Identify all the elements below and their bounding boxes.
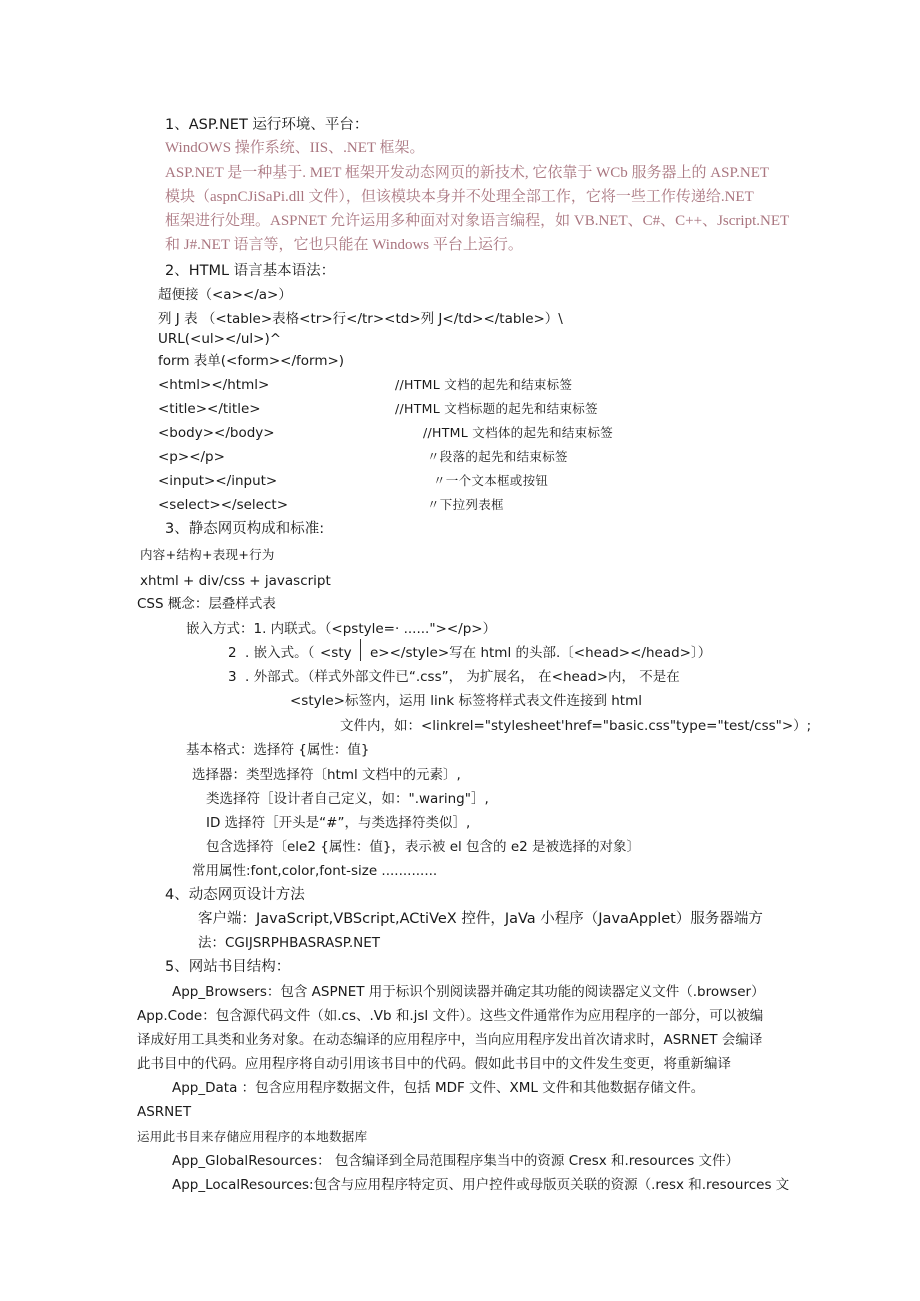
embed-internal-code-a: <sty [320, 645, 352, 661]
tag-title-desc: //HTML 文档标题的起先和结束标签 [395, 401, 598, 416]
section-1-para-2-line-3: 框架进行处理。ASPNET 允许运用多种面对对象语言编程，如 VB.NET、C#、C++、Jscript.NET [165, 213, 790, 229]
tag-body-desc: //HTML 文档体的起先和结束标签 [423, 425, 614, 440]
asrnet-line: ASRNET [137, 1104, 192, 1120]
tag-p-desc: 〃段落的起先和结束标签 [427, 449, 568, 464]
selector-type-line: 选择器：类型选择符〔html 文档中的元素〕, [192, 767, 461, 783]
app-data-db-line: 运用此书目来存储应用程序的本地数据库 [137, 1129, 368, 1144]
app-code-line-1: App.Code：包含源代码文件（如.cs、.Vb 和.jsl 文件）。这些文件通常作为应用程序的一部分，可以被编 [137, 1008, 764, 1024]
tag-title: <title></title> [158, 401, 261, 417]
embed-external-line-2: <style>标签内，运用 link 标签将样式表文件连接到 html [290, 693, 642, 709]
app-code-line-2: 译成好用工具类和业务对象。在动态编译的应用程序中，当向应用程序发出首次请求时，ASRNET 会编译 [137, 1032, 763, 1048]
tag-select-desc: 〃下拉列表框 [427, 497, 504, 512]
app-local-resources-line: App_LocalResources:包含与应用程序特定页、用户控件或母版页关联的资源（.resx 和.resources 文 [172, 1177, 790, 1193]
selector-contain-line: 包含选择符〔ele2 {属性：值}，表示被 el 包含的 e2 是被选择的对象〕 [206, 839, 641, 855]
section-1-para-1: WindOWS 操作系统、IIS、.NET 框架。 [165, 140, 425, 156]
form-line: form 表单(<form></form>) [158, 353, 345, 369]
embed-internal-label: . 嵌入式。（ [245, 645, 315, 661]
tag-html: <html></html> [158, 377, 270, 393]
section-1-para-2-line-1: ASP.NET 是一种基于. MET 框架开发动态网页的新技术, 它依靠于 WCb 服务器上的 ASP.NET [165, 165, 770, 181]
xhtml-line: xhtml + div/css + javascript [140, 573, 331, 589]
section-3-heading: 3、静态网页构成和标准: [165, 521, 325, 537]
embed-external-line-3: 文件内，如：<linkrel="stylesheet'href="basic.css"type="test/css">）; [340, 718, 812, 734]
server-method-line: 法：CGIJSRPHBASRASP.NET [198, 935, 380, 951]
text-cursor-bar [360, 639, 361, 661]
section-5-heading: 5、网站书目结构： [165, 959, 291, 975]
section-2-heading: 2、HTML 语言基本语法： [165, 263, 336, 279]
tag-input-desc: 〃一个文本框或按钮 [433, 473, 549, 488]
basic-format-line: 基本格式：选择符 {属性：值} [186, 742, 370, 758]
embed-external-line: . 外部式。（样式外部文件已“.css”， 为扩展名， 在<head>内， 不是在 [245, 669, 680, 685]
section-1-para-2-line-4: 和 J#.NET 语言等，它也只能在 Windows 平台上运行。 [165, 237, 523, 253]
common-props-line: 常用属性:font,color,font-size ............. [192, 863, 438, 879]
embed-3-number: 3 [228, 669, 237, 685]
app-code-line-3: 此书目中的代码。应用程序将自动引用该书目中的代码。假如此书目中的文件发生变更，将重新编译 [137, 1056, 731, 1072]
url-line: URL(<ul></ul>)^ [158, 331, 282, 347]
section-4-heading: 4、动态网页设计方法 [165, 887, 305, 903]
table-line: 列 J 表 （<table>表格<tr>行</tr><td>列 J</td></table>）\ [158, 311, 563, 327]
app-global-resources-line: App_GlobalResources： 包含编译到全局范围程序集当中的资源 Cresx 和.resources 文件） [172, 1153, 740, 1169]
hyperlink-line: 超便接（<a></a>） [158, 287, 292, 303]
selector-class-line: 类选择符［设计者自己定义，如：".waring"］, [206, 791, 489, 807]
content-structure-line: 内容+结构+表现+行为 [140, 547, 275, 562]
tag-p: <p></p> [158, 449, 225, 465]
section-1-heading: 1、ASP.NET 运行环境、平台： [165, 117, 369, 133]
selector-id-line: ID 选择符［开头是“#”，与类选择符类似］, [206, 815, 471, 831]
tag-input: <input></input> [158, 473, 278, 489]
app-data-line: App_Data ：包含应用程序数据文件，包括 MDF 文件、XML 文件和其他数据存储文件。 [172, 1080, 705, 1096]
section-1-para-2-line-2: 模块（aspnCJiSaPi.dll 文件），但该模块本身并不处理全部工作，它将一些工作传递给.NET [165, 189, 754, 205]
tag-html-desc: //HTML 文档的起先和结束标签 [395, 377, 573, 392]
app-browsers-line: App_Browsers：包含 ASPNET 用于标识个别阅读器并确定其功能的阅读器定义文件（.browser） [172, 984, 765, 1000]
tag-select: <select></select> [158, 497, 289, 513]
tag-body: <body></body> [158, 425, 275, 441]
client-server-line: 客户端：JavaScript,VBScript,ACtiVeX 控件，JaVa 小程序（JavaApplet）服务器端方 [198, 911, 763, 927]
embed-internal-code-b: e></style>写在 html 的头部.〔<head></head>〕） [370, 645, 712, 661]
css-concept-line: CSS 概念：层叠样式表 [137, 596, 276, 612]
embed-2-number: 2 [228, 645, 237, 661]
embed-inline-line: 嵌入方式：1. 内联式。（<pstyle=· ......"></p>） [186, 621, 497, 637]
